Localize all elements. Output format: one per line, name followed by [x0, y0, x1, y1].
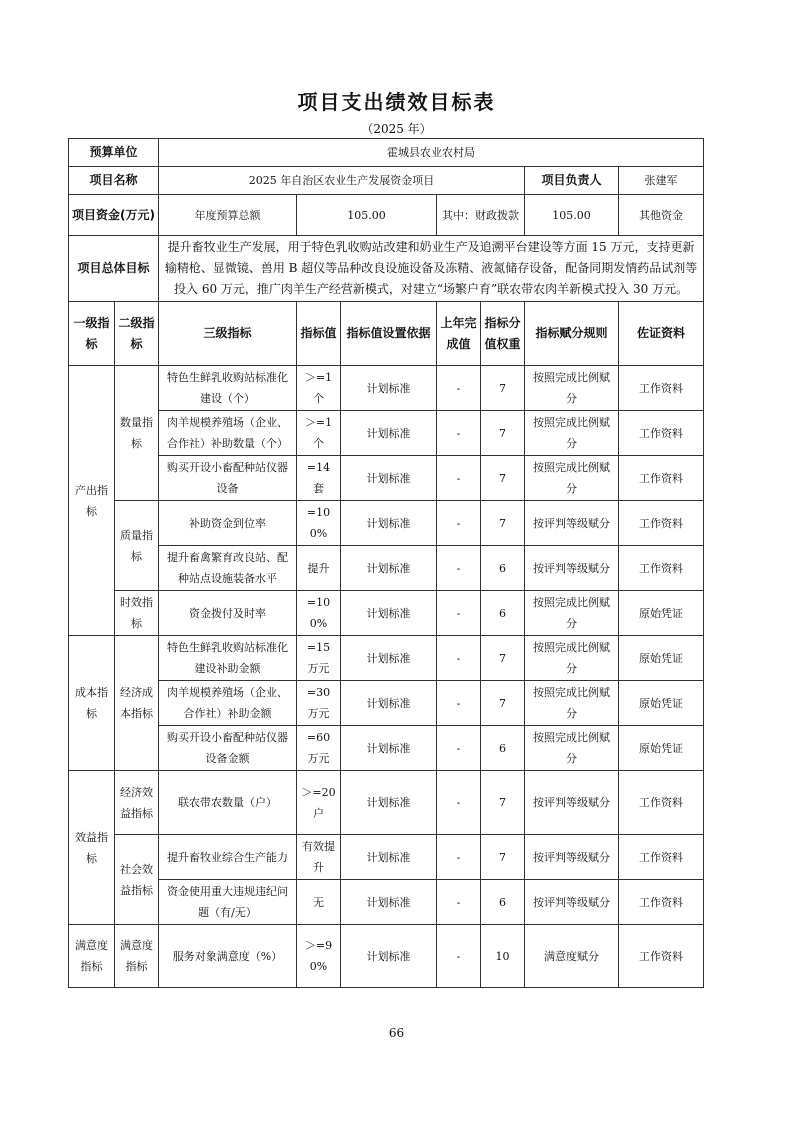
indicator-value: 有效提升 [297, 835, 341, 880]
indicator-name: 服务对象满意度（%） [159, 925, 297, 988]
group-benefit: 效益指标 [69, 771, 115, 925]
funds-label: 项目资金(万元) [69, 195, 159, 236]
indicator-evidence: 工作资料 [619, 456, 704, 501]
indicator-value: =60 万元 [297, 726, 341, 771]
indicator-value: 提升 [297, 546, 341, 591]
indicator-basis: 计划标准 [341, 456, 437, 501]
indicator-last-year: - [437, 546, 481, 591]
indicator-name: 特色生鲜乳收购站标准化建设（个） [159, 366, 297, 411]
project-name-row [69, 167, 704, 195]
indicator-name: 肉羊规模养殖场（企业、合作社）补助金额 [159, 681, 297, 726]
indicator-last-year: - [437, 880, 481, 925]
indicator-basis: 计划标准 [341, 501, 437, 546]
table-row [69, 591, 704, 636]
page-number: 66 [388, 1026, 405, 1040]
unit-label: 预算单位 [69, 139, 159, 167]
group-satisfaction: 满意度指标 [69, 925, 115, 988]
indicator-name: 提升畜牧业综合生产能力 [159, 835, 297, 880]
indicator-basis: 计划标准 [341, 925, 437, 988]
overall-goal-label: 项目总体目标 [69, 236, 159, 302]
indicator-last-year: - [437, 925, 481, 988]
group-output-quantity: 数量指标 [115, 366, 159, 501]
indicator-basis: 计划标准 [341, 636, 437, 681]
group-benefit-social: 社会效益指标 [115, 835, 159, 925]
indicator-last-year: - [437, 366, 481, 411]
indicator-last-year: - [437, 456, 481, 501]
table-row [69, 681, 704, 726]
indicator-rule: 按评判等级赋分 [525, 835, 619, 880]
manager-value: 张建军 [619, 167, 704, 195]
indicator-rule: 按照完成比例赋分 [525, 681, 619, 726]
indicator-weight: 6 [481, 546, 525, 591]
group-benefit-econ: 经济效益指标 [115, 771, 159, 835]
indicator-value: ＞=1个 [297, 411, 341, 456]
indicator-value: =15 万元 [297, 636, 341, 681]
header-value: 指标值 [297, 302, 341, 366]
indicator-evidence: 工作资料 [619, 771, 704, 835]
indicator-rule: 按照完成比例赋分 [525, 366, 619, 411]
header-last-year: 上年完成值 [437, 302, 481, 366]
indicator-evidence: 工作资料 [619, 835, 704, 880]
indicator-rule: 满意度赋分 [525, 925, 619, 988]
indicator-rule: 按照完成比例赋分 [525, 636, 619, 681]
indicator-evidence: 原始凭证 [619, 591, 704, 636]
table-row [69, 925, 704, 988]
indicator-evidence: 工作资料 [619, 546, 704, 591]
indicator-name: 资金拨付及时率 [159, 591, 297, 636]
unit-value: 霍城县农业农村局 [159, 139, 704, 167]
indicator-rule: 按照完成比例赋分 [525, 591, 619, 636]
group-output-time: 时效指标 [115, 591, 159, 636]
indicator-weight: 7 [481, 681, 525, 726]
indicator-basis: 计划标准 [341, 835, 437, 880]
overall-goal-text: 提升畜牧业生产发展，用于特色乳收购站改建和奶业生产及追溯平台建设等方面 15 万元，支持更新输精枪、显微镜、兽用 B 超仪等品种改良设施设备及冻精、液氮储存设备，配备同期发情药品试剂等投入 60 万元，推广肉羊生产经营新模式，对建立“场繁户育”联农带农肉羊新模式投入 30 万元。 [159, 236, 704, 302]
indicator-basis: 计划标准 [341, 591, 437, 636]
indicator-rule: 按评判等级赋分 [525, 880, 619, 925]
indicator-name: 购买开设小畜配种站仪器设备金额 [159, 726, 297, 771]
indicator-name: 联农带农数量（户） [159, 771, 297, 835]
indicator-rule: 按评判等级赋分 [525, 546, 619, 591]
indicator-last-year: - [437, 636, 481, 681]
table-row [69, 456, 704, 501]
indicator-evidence: 工作资料 [619, 366, 704, 411]
indicator-basis: 计划标准 [341, 880, 437, 925]
performance-target-table [68, 138, 704, 988]
indicator-name: 特色生鲜乳收购站标准化建设补助金额 [159, 636, 297, 681]
fiscal-value: 105.00 [525, 195, 619, 236]
indicator-last-year: - [437, 501, 481, 546]
header-level3: 三级指标 [159, 302, 297, 366]
group-output: 产出指标 [69, 366, 115, 636]
indicator-value: ＞=1个 [297, 366, 341, 411]
indicator-basis: 计划标准 [341, 411, 437, 456]
table-row [69, 880, 704, 925]
indicator-weight: 7 [481, 501, 525, 546]
header-level2: 二级指标 [115, 302, 159, 366]
table-row [69, 771, 704, 835]
header-level1: 一级指标 [69, 302, 115, 366]
indicator-name: 肉羊规模养殖场（企业、合作社）补助数量（个） [159, 411, 297, 456]
indicator-basis: 计划标准 [341, 771, 437, 835]
indicator-weight: 7 [481, 835, 525, 880]
indicator-evidence: 工作资料 [619, 501, 704, 546]
indicator-evidence: 工作资料 [619, 411, 704, 456]
indicator-last-year: - [437, 771, 481, 835]
indicator-last-year: - [437, 411, 481, 456]
indicator-value: =100% [297, 501, 341, 546]
manager-label: 项目负责人 [525, 167, 619, 195]
indicator-last-year: - [437, 591, 481, 636]
year-label: （2025 年） [361, 122, 432, 136]
group-cost-econ: 经济成本指标 [115, 636, 159, 771]
indicator-value: =100% [297, 591, 341, 636]
indicator-value: =14 套 [297, 456, 341, 501]
header-evidence: 佐证资料 [619, 302, 704, 366]
indicator-value: 无 [297, 880, 341, 925]
table-row [69, 546, 704, 591]
header-basis: 指标值设置依据 [341, 302, 437, 366]
table-row [69, 636, 704, 681]
indicator-rule: 按照完成比例赋分 [525, 411, 619, 456]
project-name-label: 项目名称 [69, 167, 159, 195]
indicator-name: 资金使用重大违规违纪问题（有/无） [159, 880, 297, 925]
other-funds-label: 其他资金 [639, 208, 684, 222]
unit-row [69, 139, 704, 167]
indicator-evidence: 工作资料 [619, 925, 704, 988]
indicator-value: ＞=90% [297, 925, 341, 988]
indicator-basis: 计划标准 [341, 726, 437, 771]
indicator-basis: 计划标准 [341, 681, 437, 726]
indicator-last-year: - [437, 835, 481, 880]
table-row [69, 366, 704, 411]
indicator-weight: 10 [481, 925, 525, 988]
funds-row [69, 195, 704, 236]
indicator-weight: 7 [481, 636, 525, 681]
annual-budget-value: 105.00 [297, 195, 437, 236]
table-row [69, 835, 704, 880]
indicator-weight: 6 [481, 880, 525, 925]
indicator-evidence: 工作资料 [619, 880, 704, 925]
table-row [69, 726, 704, 771]
indicator-evidence: 原始凭证 [619, 681, 704, 726]
indicator-weight: 7 [481, 771, 525, 835]
indicator-rule: 按评判等级赋分 [525, 501, 619, 546]
group-cost: 成本指标 [69, 636, 115, 771]
indicator-name: 补助资金到位率 [159, 501, 297, 546]
table-row [69, 411, 704, 456]
indicator-basis: 计划标准 [341, 366, 437, 411]
indicator-last-year: - [437, 726, 481, 771]
indicator-rule: 按照完成比例赋分 [525, 456, 619, 501]
indicator-weight: 6 [481, 591, 525, 636]
group-output-quality: 质量指标 [115, 501, 159, 591]
header-row [69, 302, 704, 366]
indicator-value: ＞=20户 [297, 771, 341, 835]
table-row [69, 501, 704, 546]
indicator-last-year: - [437, 681, 481, 726]
annual-budget-label: 年度预算总额 [159, 195, 297, 236]
indicator-weight: 6 [481, 726, 525, 771]
indicator-weight: 7 [481, 411, 525, 456]
indicator-weight: 7 [481, 366, 525, 411]
indicator-value: =30 万元 [297, 681, 341, 726]
header-weight: 指标分值权重 [481, 302, 525, 366]
indicator-rule: 按评判等级赋分 [525, 771, 619, 835]
overall-goal-row [69, 236, 704, 302]
indicator-evidence: 原始凭证 [619, 636, 704, 681]
fiscal-label: 其中：财政拨款 [437, 195, 525, 236]
indicator-evidence: 原始凭证 [619, 726, 704, 771]
indicator-basis: 计划标准 [341, 546, 437, 591]
indicator-weight: 7 [481, 456, 525, 501]
group-satisfaction-sub: 满意度指标 [115, 925, 159, 988]
page-title: 项目支出绩效目标表 [297, 90, 496, 114]
indicator-name: 提升畜禽繁育改良站、配种站点设施装备水平 [159, 546, 297, 591]
indicator-rule: 按照完成比例赋分 [525, 726, 619, 771]
other-funds-value-cell [619, 195, 704, 236]
indicator-name: 购买开设小畜配种站仪器设备 [159, 456, 297, 501]
header-rule: 指标赋分规则 [525, 302, 619, 366]
project-name-value: 2025 年自治区农业生产发展资金项目 [159, 167, 525, 195]
